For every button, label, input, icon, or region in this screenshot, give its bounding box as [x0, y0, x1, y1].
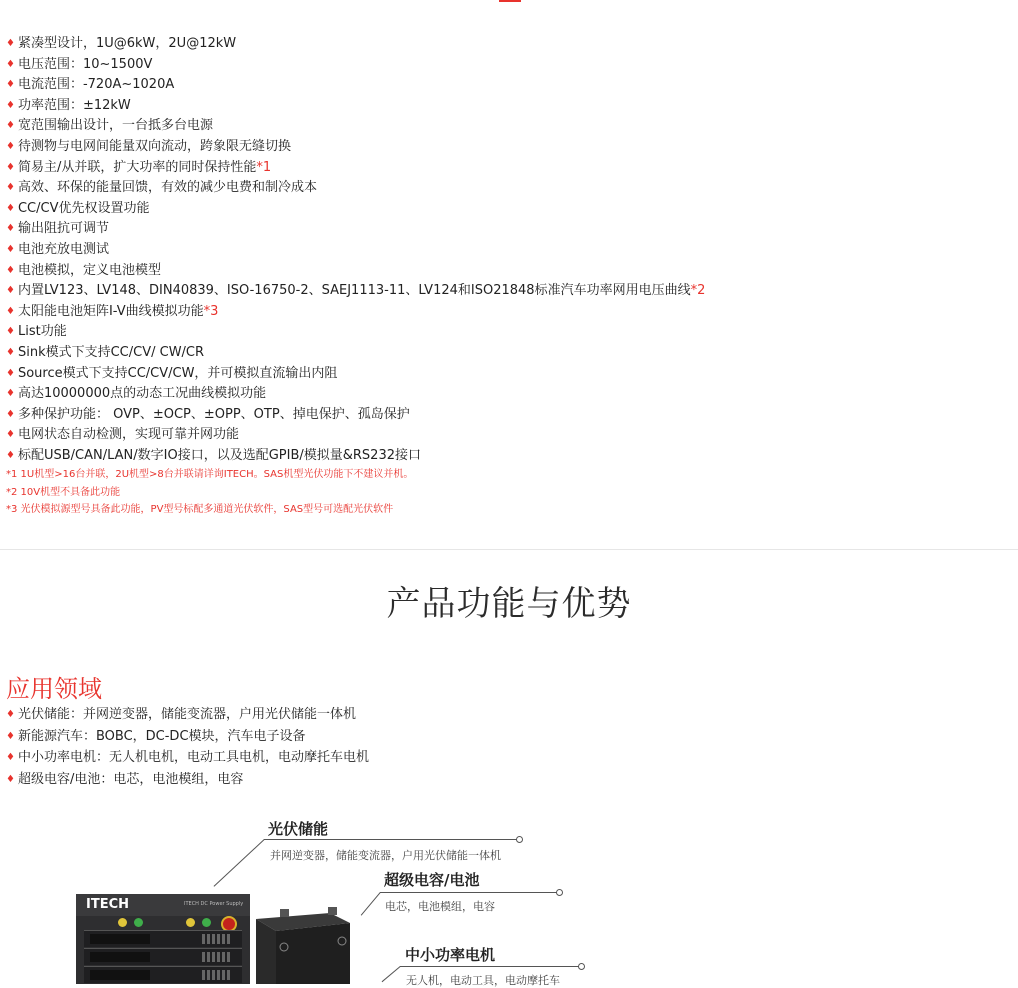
- callout-dot-icon: [578, 963, 585, 970]
- diamond-bullet-icon: ♦: [6, 709, 15, 720]
- feature-item: ♦ 电池模拟，定义电池模型: [6, 262, 161, 278]
- diamond-bullet-icon: ♦: [6, 38, 15, 49]
- callout-dot-icon: [516, 836, 523, 843]
- applications-list: [6, 704, 369, 790]
- feature-item: ♦ 内置LV123、LV148、DIN40839、ISO-16750-2、SAEJ1113-11、LV124和ISO21848标准汽车功率网用电压曲线*2: [6, 283, 706, 299]
- callout-title: 光伏储能: [268, 820, 329, 838]
- callout-leader: [361, 892, 381, 916]
- feature-item: ♦ 太阳能电池矩阵I-V曲线模拟功能*3: [6, 303, 219, 319]
- feature-item: ♦ 高达10000000点的动态工况曲线模拟功能: [6, 386, 267, 402]
- diamond-bullet-icon: ♦: [6, 752, 15, 764]
- footnote: *1 1U机型>16台并联，2U机型>8台并联请详询ITECH。SAS机型光伏功能下不建议并机。: [6, 469, 414, 480]
- diamond-bullet-icon: ♦: [6, 773, 15, 785]
- diamond-bullet-icon: ♦: [6, 79, 15, 91]
- callout-title: 超级电容/电池: [384, 871, 480, 889]
- diamond-bullet-icon: ♦: [6, 449, 15, 461]
- diamond-bullet-icon: ♦: [6, 408, 15, 420]
- top-accent-mark: [499, 0, 521, 2]
- rack-header: [76, 894, 250, 916]
- diamond-bullet-icon: ♦: [6, 367, 15, 379]
- callout-leader: [214, 839, 265, 887]
- feature-item: ♦ Source模式下支持CC/CV/CW，并可模拟直流输出内阻: [6, 365, 338, 381]
- feature-item: ♦ 电压范围：10~1500V: [6, 56, 153, 72]
- footnote: *2 10V机型不具备此功能: [6, 486, 121, 498]
- diamond-bullet-icon: ♦: [6, 285, 15, 297]
- feature-item: ♦ 输出阻抗可调节: [6, 221, 109, 237]
- indicator-icon: [118, 918, 127, 927]
- application-item: ♦ 光伏储能：并网逆变器，储能变流器，户用光伏储能一体机: [6, 707, 356, 722]
- application-item: ♦ 新能源汽车：BOBC，DC-DC模块，汽车电子设备: [6, 728, 306, 744]
- feature-item: ♦ 多种保护功能： OVP、±OCP、±OPP、OTP、掉电保护、孤岛保护: [6, 406, 410, 422]
- indicator-icon: [134, 918, 143, 927]
- feature-item: ♦ Sink模式下支持CC/CV/ CW/CR: [6, 344, 205, 360]
- callout-line: [264, 839, 518, 840]
- application-item: ♦ 超级电容/电池：电芯，电池模组，电容: [6, 771, 244, 787]
- diamond-bullet-icon: ♦: [6, 58, 15, 70]
- rack-unit: [84, 966, 242, 983]
- diamond-bullet-icon: ♦: [6, 223, 15, 235]
- rack-unit: [84, 948, 242, 965]
- feature-item: ♦ 功率范围：±12kW: [6, 97, 131, 113]
- callout-line: [380, 892, 558, 893]
- section-divider: [0, 549, 1018, 550]
- feature-item: ♦ 标配USB/CAN/LAN/数字IO接口，以及选配GPIB/模拟量&RS232接口: [6, 447, 421, 463]
- callout-dot-icon: [556, 889, 563, 896]
- diamond-bullet-icon: ♦: [6, 161, 15, 173]
- diamond-bullet-icon: ♦: [6, 99, 15, 111]
- battery-image: [250, 905, 353, 984]
- itech-logo: ITECH: [86, 897, 130, 912]
- diamond-bullet-icon: ♦: [6, 305, 15, 317]
- callout-title: 中小功率电机: [405, 946, 496, 964]
- feature-item: ♦ 宽范围输出设计，一台抵多台电源: [6, 118, 213, 134]
- rack-unit: [84, 930, 242, 947]
- power-supply-image: [76, 894, 250, 984]
- application-item: ♦ 中小功率电机：无人机电机，电动工具电机，电动摩托车电机: [6, 750, 369, 766]
- diamond-bullet-icon: ♦: [6, 388, 15, 400]
- feature-item: ♦ 电池充放电测试: [6, 241, 109, 257]
- feature-item: ♦ 高效、环保的能量回馈，有效的减少电费和制冷成本: [6, 180, 317, 196]
- callout-subtitle: 并网逆变器，储能变流器，户用光伏储能一体机: [270, 849, 501, 862]
- section-title: 产品功能与优势: [386, 584, 632, 624]
- feature-list: [6, 34, 705, 466]
- diamond-bullet-icon: ♦: [6, 264, 15, 276]
- diamond-bullet-icon: ♦: [6, 202, 15, 214]
- diamond-bullet-icon: ♦: [6, 326, 15, 338]
- indicator-icon: [186, 918, 195, 927]
- callout-line: [400, 966, 580, 967]
- diamond-bullet-icon: ♦: [6, 140, 15, 152]
- applications-title: 应用领域: [6, 675, 102, 703]
- diamond-bullet-icon: ♦: [6, 730, 15, 742]
- diamond-bullet-icon: ♦: [6, 429, 15, 441]
- footnote: *3 光伏模拟源型号具备此功能，PV型号标配多通道光伏软件，SAS型号可选配光伏软件: [6, 504, 394, 515]
- feature-item: ♦ CC/CV优先权设置功能: [6, 200, 150, 216]
- diamond-bullet-icon: ♦: [6, 346, 15, 358]
- diamond-bullet-icon: ♦: [6, 120, 15, 132]
- footnotes: [6, 466, 413, 519]
- diamond-bullet-icon: ♦: [6, 243, 15, 255]
- callout-subtitle: 无人机，电动工具，电动摩托车: [406, 974, 560, 987]
- feature-item: ♦ 紧凑型设计，1U@6kW，2U@12kW: [6, 36, 237, 51]
- feature-item: ♦ 电网状态自动检测，实现可靠并网功能: [6, 427, 239, 443]
- feature-item: ♦ 电流范围：-720A~1020A: [6, 77, 175, 93]
- feature-item: ♦ 简易主/从并联，扩大功率的同时保持性能*1: [6, 159, 272, 175]
- indicator-icon: [202, 918, 211, 927]
- diamond-bullet-icon: ♦: [6, 182, 15, 194]
- callout-subtitle: 电芯，电池模组，电容: [385, 900, 495, 913]
- feature-item: ♦ 待测物与电网间能量双向流动，跨象限无缝切换: [6, 138, 291, 154]
- device-label: ITECH DC Power Supply: [184, 901, 244, 907]
- feature-item: ♦ List功能: [6, 324, 67, 340]
- callout-leader: [382, 966, 401, 982]
